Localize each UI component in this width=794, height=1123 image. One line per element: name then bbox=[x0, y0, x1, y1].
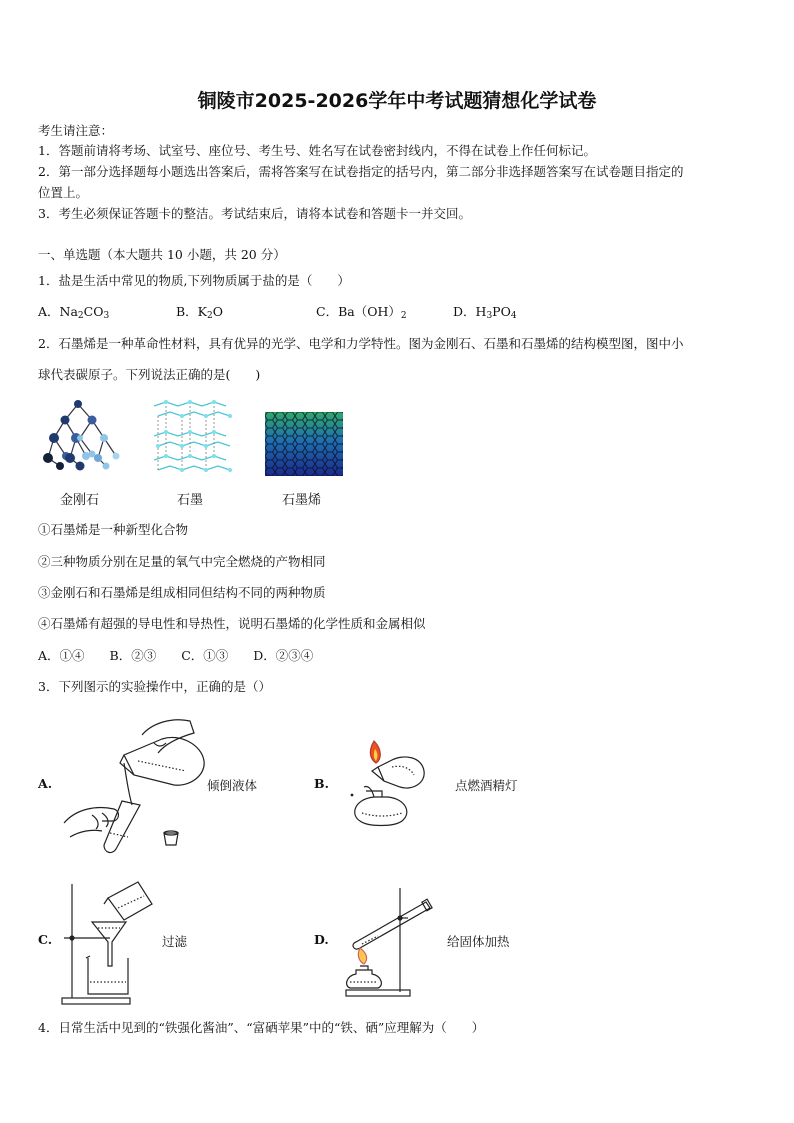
notice-item-1: 1．答题前请将考场、试室号、座位号、考生号、姓名写在试卷密封线内，不得在试卷上作任何标记。 bbox=[38, 143, 596, 158]
q1-option-b: B．K2O bbox=[176, 304, 224, 321]
q1-stem: 1．盐是生活中常见的物质,下列物质属于盐的是（ ） bbox=[38, 273, 350, 288]
section-heading: 一、单选题（本大题共 10 小题，共 20 分） bbox=[38, 247, 286, 262]
graphite-structure-image bbox=[148, 398, 236, 473]
q3-stem: 3．下列图示的实验操作中，正确的是（） bbox=[38, 679, 271, 694]
q3-option-c-letter: C. bbox=[38, 932, 53, 947]
q3-option-d-label: 给固体加热 bbox=[447, 934, 510, 949]
q3-option-c-label: 过滤 bbox=[162, 934, 188, 949]
q1-option-c: C．Ba（OH）2 bbox=[316, 304, 407, 321]
q2-statement-1: ①石墨烯是一种新型化合物 bbox=[38, 522, 189, 537]
notice-item-2-cont: 位置上。 bbox=[38, 185, 89, 200]
q3-option-a-letter: A. bbox=[38, 776, 53, 791]
caption-graphite: 石墨 bbox=[177, 493, 204, 508]
q4-stem: 4．日常生活中见到的“铁强化酱油”、“富硒苹果”中的“铁、硒”应理解为（ ） bbox=[38, 1020, 485, 1035]
q3-option-d-letter: D. bbox=[314, 932, 329, 947]
q3-option-a-label: 倾倒液体 bbox=[207, 778, 258, 793]
caption-diamond: 金刚石 bbox=[60, 493, 100, 508]
q3-option-b-label: 点燃酒精灯 bbox=[455, 778, 518, 793]
q1-option-d: D．H3PO4 bbox=[453, 304, 517, 321]
notice-item-2: 2．第一部分选择题每小题选出答案后，需将答案写在试卷指定的括号内，第二部分非选择题答案写在试卷题目指定的 bbox=[38, 164, 684, 179]
pouring-liquid-image bbox=[62, 713, 212, 858]
caption-graphene: 石墨烯 bbox=[282, 493, 322, 508]
q3-option-b-letter: B. bbox=[314, 776, 329, 791]
notice-item-3: 3．考生必须保证答题卡的整洁。考试结束后，请将本试卷和答题卡一并交回。 bbox=[38, 206, 471, 221]
lighting-alcohol-lamp-image bbox=[338, 737, 438, 829]
q2-statement-2: ②三种物质分别在足量的氧气中完全燃烧的产物相同 bbox=[38, 554, 326, 569]
q2-options: A．①④ B．②③ C．①③ D．②③④ bbox=[38, 648, 314, 663]
q2-statement-3: ③金刚石和石墨烯是组成相同但结构不同的两种物质 bbox=[38, 585, 326, 600]
heating-solid-image bbox=[338, 882, 434, 1000]
diamond-structure-image bbox=[40, 398, 125, 473]
q2-stem-line2: 球代表碳原子。下列说法正确的是( ) bbox=[38, 367, 261, 382]
page-title: 铜陵市2025-2026学年中考试题猜想化学试卷 bbox=[197, 90, 597, 112]
q2-stem-line1: 2．石墨烯是一种革命性材料，具有优异的光学、电学和力学特性。图为金刚石、石墨和石墨烯的结构模型图，图中小 bbox=[38, 336, 684, 351]
notice-heading: 考生请注意： bbox=[38, 123, 114, 138]
q2-statement-4: ④石墨烯有超强的导电性和导热性，说明石墨烯的化学性质和金属相似 bbox=[38, 616, 426, 631]
graphene-structure-image bbox=[265, 412, 343, 476]
q1-option-a: A．Na2CO3 bbox=[38, 304, 110, 321]
filtering-image bbox=[58, 880, 158, 1006]
